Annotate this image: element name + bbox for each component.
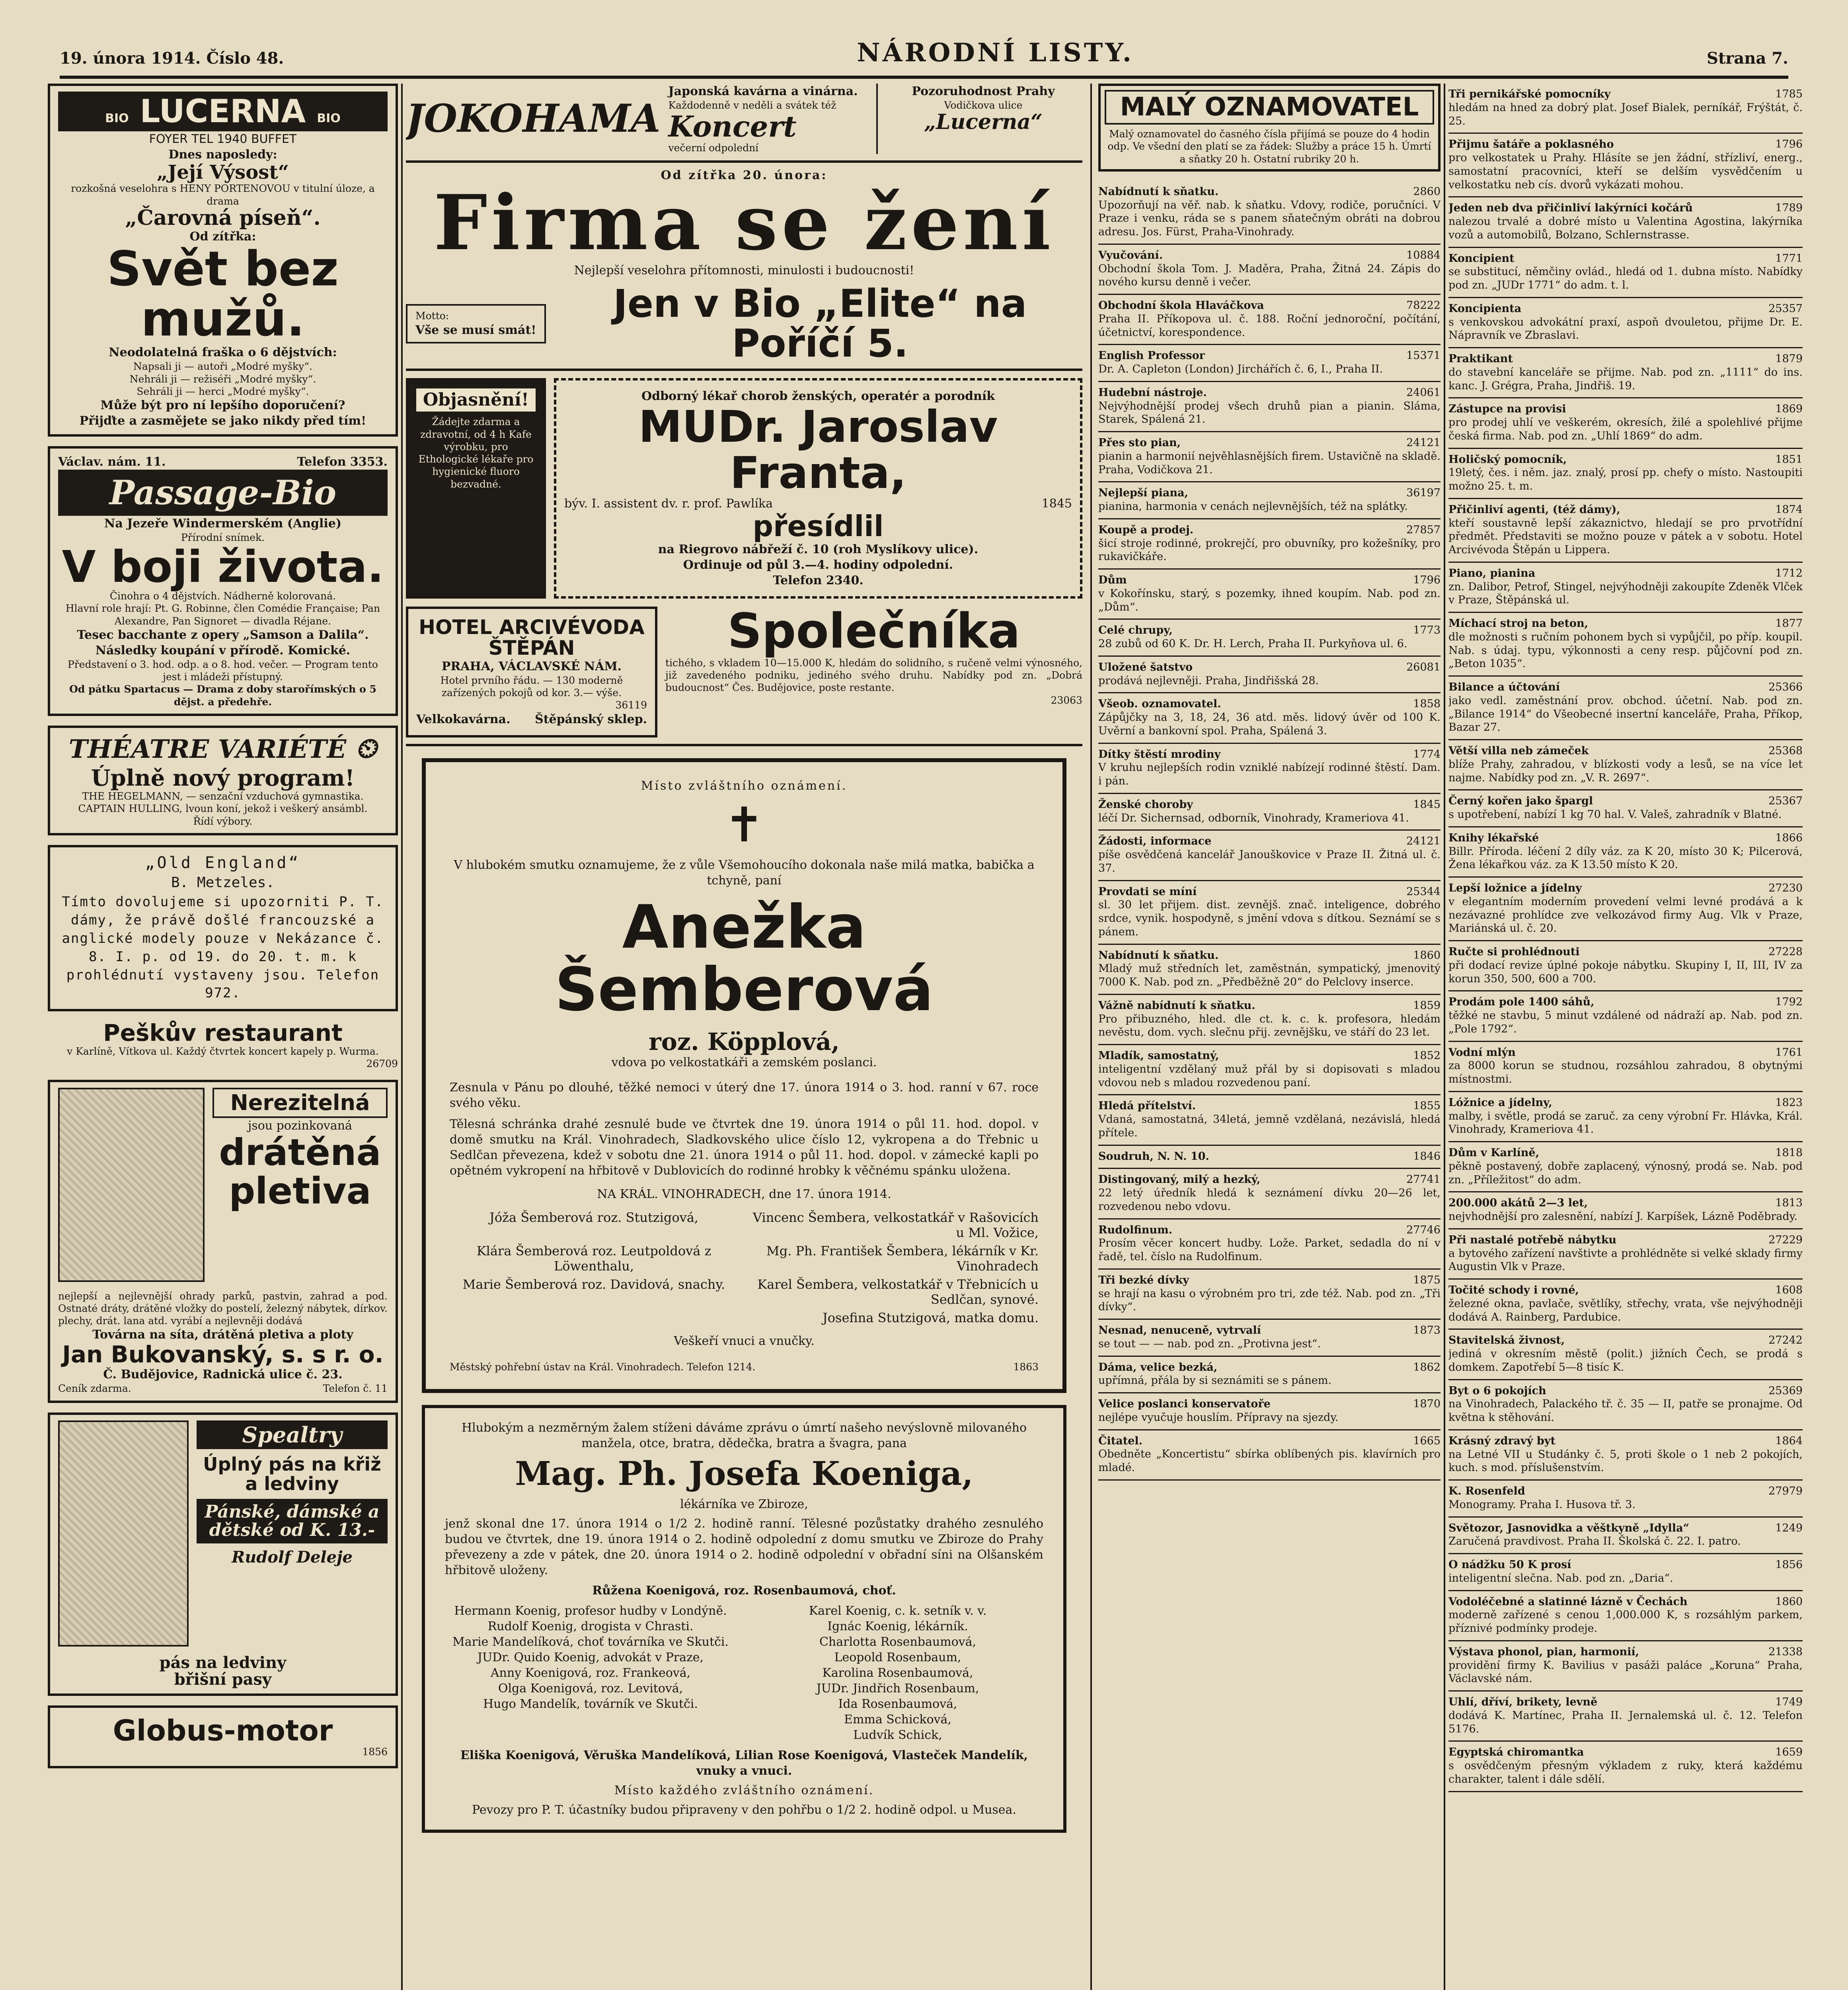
classified-number: 1866 [1775,831,1803,844]
classified-ad [1448,84,1803,134]
classified-ad [1098,245,1441,295]
classified-number: 1862 [1413,1361,1441,1373]
classified-number: 26081 [1406,661,1441,673]
classified-ad [1448,398,1803,449]
deceased-name: Mag. Ph. Josefa Koeniga, [515,1454,973,1493]
variete-ad: THÉATRE VARIÉTÉ ⏲ Úplně nový program! THE HEGELMANN, — senzační vzduchová gymnastika. CAPTAIN HULLING, lvoun koní, jekož i veškerý ansámbl. Řídí výbory. [48,726,398,835]
classified-ad [1098,881,1441,945]
classified-title: Lóžnice a jídelny, [1448,1096,1552,1109]
classified-body: Vdaná, samostatná, 34letá, jemně vzdělaná, nezávislá, hledá přítele. [1098,1113,1441,1139]
classified-ad [1448,1229,1803,1280]
classified-title: Knihy lékařské [1448,831,1539,844]
classified-title: Egyptská chiromantka [1448,1746,1584,1759]
classified-body: kteří soustavně lepší zákaznictvo, hledají se pro prvotřídní předmět. Představiti se možno pouze v pátek a v sobotu. Hotel Arcivévoda Štěpán u Lippera. [1448,517,1803,556]
classified-number: 27746 [1406,1223,1441,1236]
classified-ad [1448,1042,1803,1092]
deceased-name: Anežka Šemberová [555,892,934,1025]
hotel-ad: HOTEL ARCIVÉVODA ŠTĚPÁN PRAHA, VÁCLAVSKÉ NÁM. Hotel prvního řádu. — 130 moderně zařízených pokojů od kor. 3.— výše. 36119 Velkokavárna. Štěpánský sklep. [406,607,657,737]
classified-title: Obchodní škola Hlaváčkova [1098,299,1264,312]
classified-number: 1852 [1413,1050,1441,1062]
classified-number: 24061 [1406,386,1441,399]
classified-title: Černý kořen jako špargl [1448,795,1593,808]
signatory-row: Josefina Stutzigová, matka domu. [822,1310,1039,1325]
classified-ad [1448,1518,1803,1555]
classified-title: Vyučování. [1098,249,1163,261]
classified-body: se tout — — nab. pod zn. „Protivna jest“. [1098,1337,1321,1350]
passage-title: V boji života. [62,541,384,592]
classified-ad [1098,1045,1441,1095]
classified-number: 1665 [1413,1434,1441,1447]
classified-ad [1448,1330,1803,1380]
classified-ad [1098,693,1441,743]
classified-title: Světozor, Jasnovidka a věštkyně „Idylla“ [1448,1522,1690,1534]
classified-number: 1249 [1775,1522,1803,1534]
classified-ad [1098,295,1441,345]
classified-number: 1860 [1775,1595,1803,1608]
classified-number: 36197 [1406,487,1441,499]
classified-body: blíže Prahy, zahradou, v blízkosti vody a lesů, se na více let najme. Nabídky pod zn. „V. R. 2697“. [1448,758,1803,784]
classified-body: Prosím věcer koncert hudby. Lože. Parket, sedadla do ní v řadě, tel. číslo na Rudolfinum. [1098,1237,1441,1263]
column-1 [48,84,398,1990]
classified-ad [1448,1481,1803,1518]
classified-number: 25357 [1768,302,1803,315]
classified-number: 27230 [1768,882,1803,894]
classified-title: Prodám pole 1400 sáhů, [1448,996,1595,1009]
classified-body: nalezou trvalé a dobré místo u Valentina Agostina, lakýrníka vozů a automobilů, Bolzano, Schlernstrasse. [1448,215,1803,241]
classified-body: pěkně postavený, dobře zaplacený, výnosný, prodá se. Nab. pod zn. „Příležitost“ do adm. [1448,1160,1803,1186]
classified-ad [1448,449,1803,499]
classified-number: 10884 [1406,249,1441,261]
classified-title: O nádžku 50 K prosí [1448,1559,1571,1571]
classified-title: Piano, pianina [1448,567,1536,579]
classified-title: Stavitelská živnost, [1448,1334,1565,1347]
classified-number: 2860 [1413,185,1441,198]
classified-title: Točité schody i rovné, [1448,1284,1579,1296]
column-rule [1090,84,1092,1990]
classified-title: Nesnad, nenuceně, vytrvalí [1098,1324,1261,1337]
classified-body: Zápůjčky na 3, 18, 24, 36 atd. měs. lidový úvěr od 100 K. Uvěrní a bankovní spol. Praha, Spálená 3. [1098,711,1441,737]
classified-number: 1860 [1413,949,1441,962]
classified-ad [1448,348,1803,398]
classified-body: pianina, harmonia v cenách nejlevnějších, též na splátky. [1098,500,1408,513]
classified-number: 1858 [1413,698,1441,710]
classified-title: Dům [1098,574,1127,587]
classified-ad [1448,1692,1803,1742]
classified-ad [1098,181,1441,245]
classified-number: 27229 [1768,1233,1803,1246]
column-2 [406,84,1082,1990]
classified-ad [1448,991,1803,1042]
classified-ad [1098,995,1441,1045]
classified-title: Soudruh, N. N. 10. [1098,1150,1209,1163]
koenig-obituary: Hlubokým a nezměrným žalem stíženi dáváme zprávu o úmrtí našeho nevýslovně milovaného manžela, otce, bratra, dědečka, bratra a švagra, pana Mag. Ph. Josefa Koeniga, lékárníka ve Zbiroze, jenž skonal dne 17. února 1914 o 1/2 2. hodině ranní. Tělesné pozůstatky drahého zesnulého budou ve čtvrtek, dne 19. února 1914 o 2. hodině odpolední z domu smutku ve Zbiroze do Prahy převezeny a zde v pátek, dne 20. února 1914 o 2. hodině odpolední v obřadní síni na Olšanském hřbitově uloženy. Růžena Koenigová, roz. Rosenbaumová, choť. Hermann Koenig, profesor hudby v Londýně. Rudolf Koenig, drogista v Chrasti. Marie Mandelíková, choť továrníka ve Skutči. JUDr. Quido Koenig, advokát v Praze, Anny Koenigová, roz. Frankeová, Olga Koenigová, roz. Levitová, Hugo Mandelík, továrník ve Skutči. Karel Koenig, c. k. setník v. v. Ignác Koenig, lékárník. Charlotta Rosenbaumová, Leopold Rosenbaum, Karolina Rosenbaumová, JUDr. Jindřich Rosenbaum, Ida Rosenbaumová, Emma Schicková, Ludvík Schick, Eliška Koenigová, Věruška Mandelíková, Lilian Rose Koenigová, Vlasteček Mandelík, vnuky a vnuci. Místo každého zvláštního oznámení. Pevozy pro P. T. účastníky budou připraveny v den pohřbu o 1/2 2. hodině odpol. u Musea. [422,1405,1066,1833]
classified-number: 25366 [1768,681,1803,693]
classified-ad [1448,677,1803,740]
classified-ad [1448,1192,1803,1229]
spealtry-ad: Spealtry Úplný pás na křiž a ledviny Pánské, dámské a dětské od K. 13.- Rudolf Deleje pás na ledviny břišní pasy [48,1413,398,1696]
classified-title: Uhlí, dříví, brikety, levně [1448,1696,1598,1708]
classified-number: 25369 [1768,1384,1803,1397]
classified-ad [1098,1270,1441,1320]
signatories-left: Hermann Koenig, profesor hudby v Londýně. Rudolf Koenig, drogista v Chrasti. Marie Mandelíková, choť továrníka ve Skutči. JUDr. Quido Koenig, advokát v Praze, Anny Koenigová, roz. Frankeová, Olga Koenigová, roz. Levitová, Hugo Mandelík, továrník ve Skutči. [452,1604,729,1711]
classified-number: 1869 [1775,403,1803,416]
classified-list [1098,881,1441,1481]
classified-ad [1448,197,1803,248]
clock-icon: ⏲ [355,731,377,765]
lucerna-title: Svět bez mužů. [107,242,339,347]
classified-ad [1098,570,1441,620]
franta-ad: Odborný lékař chorob ženských, operatér a porodník MUDr. Jaroslav Franta, býv. I. assistent dv. r. prof. Pawlíka 1845 přesídlil na Riegrovo nábřeží č. 10 (roh Myslíkovy ulice). Ordinuje od půl 3.—4. hodiny odpolední. Telefon 2340. [554,378,1082,599]
classified-number: 1712 [1775,567,1803,579]
classified-ad [1448,298,1803,348]
signatories-right: Karel Koenig, c. k. setník v. v. Ignác Koenig, lékárník. Charlotta Rosenbaumová, Leopold Rosenbaum, Karolina Rosenbaumová, JUDr. Jindřich Rosenbaum, Ida Rosenbaumová, Emma Schicková, Ludvík Schick, [809,1604,987,1742]
classified-title: Nabídnutí k sňatku. [1098,185,1219,198]
classified-number: 1846 [1413,1150,1441,1163]
fence-illustration [58,1088,205,1282]
classified-body: Monogramy. Praha I. Husova tř. 3. [1448,1498,1636,1511]
classified-number: 1877 [1775,617,1803,630]
classified-title: Koupě a prodej. [1098,523,1194,536]
classified-ad [1098,744,1441,794]
classified-body: šicí stroje rodinné, prokrejčí, pro obuvníky, pro kožešníky, pro rukavičkáře. [1098,537,1441,563]
classified-number: 1845 [1413,798,1441,811]
classified-number: 1875 [1413,1274,1441,1286]
classified-body: s venkovskou advokátní praxí, aspoň dvouletou, přijme Dr. E. Nápravník ve Zbraslavi. [1448,316,1803,342]
classified-number: 25367 [1768,795,1803,808]
classified-number: 1851 [1775,453,1803,466]
page-number: Strana 7. [1706,49,1788,68]
classified-title: Všeob. oznamovatel. [1098,698,1221,710]
peskuv-ad: Peškův restaurant v Karlíně, Vítkova ul. Každý čtvrtek koncert kapely p. Wurma. 26709 [67,1019,398,1070]
classified-title: Velice poslanci konservatoře [1098,1398,1271,1411]
classified-number: 27228 [1768,946,1803,958]
classified-title: 200.000 akátů 2—3 let, [1448,1197,1588,1210]
signatory-row: Klára Šemberová roz. Leutpoldová z Löwenthalu, Mg. Ph. František Šembera, lékárník v Kr. Vinohradech [476,1243,1039,1274]
classified-number: 1771 [1775,252,1803,265]
classified-title: Uložené šatstvo [1098,661,1193,673]
classified-body: malby, i světle, prodá se zaruč. za ceny výrobní Fr. Hlávka, Král. Vinohrady, Krameriova 41. [1448,1110,1803,1136]
classified-number: 1789 [1775,202,1803,215]
classified-body: zn. Dalibor, Petrof, Stingel, nejvýhodněji zakoupíte Zdeněk Vlček v Praze, Štěpánská ul. [1448,580,1803,607]
classified-list [1098,181,1441,881]
classified-title: Přes sto pian, [1098,437,1181,449]
classified-number: 78222 [1406,299,1441,312]
passage-bio-ad: Václav. nám. 11. Telefon 3353. Passage-Bio Na Jezeře Windermerském (Anglie) Přírodní snímek. V boji života. Činohra o 4 dějstvích. Nádherně kolorovaná. Hlavní role hrají: Pt. G. Robinne, člen Comédie Française; Pan Alexandre, Pan Signoret — divadla Réjane. Tesec bacchante z opery „Samson a Dalila“. Následky koupání v přírodě. Komické. Představení o 3. hod. odp. a o 8. hod. večer. — Program tento jest i mládeži přístupný. Od pátku Spartacus — Drama z doby starořímských o 5 dějst. a předehře. [48,446,398,716]
signatory-row: Jóža Šemberová roz. Stutzigová, Vincenc Šembera, velkostatkář v Rašovicích u Ml. Vožice, [489,1210,1039,1240]
classified-body: Praha II. Příkopova ul. č. 188. Roční jednoroční, počítání, účetnictví, korespondence. [1098,312,1441,339]
classified-body: Upozorňují na věř. nab. k sňatku. Vdovy, rodiče, poručníci. V Praze i venku, ráda se s panem sňatečným obráti na dobrou adresu. Jos. Fürst, Praha-Vinohrady. [1098,199,1441,238]
issue-date: 19. února 1914. Číslo 48. [60,49,284,68]
classified-number: 1796 [1775,138,1803,151]
classified-ad [1098,831,1441,881]
maly-oznamovatel-header: MALÝ OZNAMOVATEL Malý oznamovatel do časného čísla přijímá se pouze do 4 hodin odp. Ve všední den platí se za řádek: Služby a práce 15 h. Úmrtí a sňatky 20 h. Ostatní rubriky 20 h. [1098,84,1441,172]
classified-title: Nejlepší piana, [1098,487,1188,499]
classified-number: 27857 [1406,523,1441,536]
classified-number: 24121 [1406,437,1441,449]
classified-title: Holičský pomocník, [1448,453,1567,466]
classified-ad [1098,345,1441,382]
semberova-obituary: Místo zvláštního oznámení. ✝ V hlubokém smutku oznamujeme, že z vůle Všemohoucího dokonala naše milá matka, babička a tchyně, paní Anežka Šemberová roz. Köpplová, vdova po velkostatkáři a zemském poslanci. Zesnula v Pánu po dlouhé, těžké nemoci v úterý dne 17. února 1914 o 3. hod. ranní v 67. roce svého věku. Tělesná schránka drahé zesnulé bude ve čtvrtek dne 19. února 1914 o půl 11. hod. dopol. v domě smutku na Král. Vinohradech, Sladkovského ulice číslo 12, vykropena a do Třebnic u Sedlčan převezena, kdež v sobotu dne 21. února 1914 o půl 11. hod. dopol. v zámecké kapli po opětném vykropení na hřbitově v Dublovicích do rodinné hrobky k věčnému spánku uložena. NA KRÁL. VINOHRADECH, dne 17. února 1914. Jóža Šemberová roz. Stutzigová, Vincenc Šembera, velkostatkář v Rašovicích u Ml. Vožice, Klára Šemberová roz. Leutpoldová z Löwenthalu, Mg. Ph. František Šembera, lékárník v Kr. Vinohradech Marie Šemberová roz. Davidová, snachy. Karel Šembera, velkostatkář v Třebnicích u Sedlčan, synové. Josefina Stutzigová, matka domu. Veškeří vnuci a vnučky. Městský pohřební ústav na Král. Vinohradech. Telefon 1214. 1863 [422,758,1066,1393]
classified-ad [1098,382,1441,432]
cross-icon: ✝ [724,797,764,853]
classified-body: hledám na hned za dobrý plat. Josef Bialek, perníkář, Frýštát, č. 25. [1448,101,1803,127]
classified-ad [1098,1095,1441,1145]
pletivo-ad: Nerezitelná jsou pozinkovaná drátěná pletiva nejlepší a nejlevnější ohrady parků, pastvin, zahrad a pod. Ostnaté dráty, drátěné vložky do postelí, železný nábytek, dírkov. plechy, drát. lana atd. vyrábí a nejlevněji dodává Továrna na síta, drátěná pletiva a ploty Jan Bukovanský, s. s r. o. Č. Budějovice, Radnická ulice č. 23. Ceník zdarma. Telefon č. 11 [48,1080,398,1403]
spolecnika-ad: Společníka tichého, s vkladem 10—15.000 K, hledám do solidního, s ručeně velmi výnosného, již zavedeného podniku, jediného svého druhu. Nabídky pod zn. „Dobrá budoucnost“ Čes. Budějovice, poste restante. 23063 [665,603,1082,706]
classified-body: jako vedl. zaměstnání prov. obchod. účetní. Nab. pod zn. „Bilance 1914“ do Všeobecné insertní kanceláře, Praha, Příkop, Bazar 27. [1448,694,1803,734]
classified-title: Přičinliví agenti, (též dámy), [1448,503,1620,516]
classified-body: s osvědčeným přesným výkladem z ruky, která každému charakter, talent i dále sdělí. [1448,1760,1803,1785]
classified-title: Mladík, samostatný, [1098,1050,1219,1062]
classified-title: Dáma, velice bezká, [1098,1361,1218,1373]
classified-number: 15371 [1406,349,1441,362]
classified-title: Vážně nabídnutí k sňatku. [1098,999,1255,1012]
classified-title: Bilance a účtování [1448,681,1560,693]
classified-body: píše osvědčená kancelář Janouškovice v Praze II. Žitná ul. č. 37. [1098,849,1441,874]
classified-body: sl. 30 let přijem. dist. zevnějš. znač. inteligence, dobrého srdce, vynik. hospodyně, s jmění vdova s dítkou. Seznámí se s pánem. [1098,899,1441,938]
classified-title: Koncipient [1448,252,1515,265]
firma-title: Firma se žení [433,178,1055,267]
classified-ad [1448,1591,1803,1641]
classified-body: Pro přibuzného, hled. dle ct. k. c. k. profesora, hledám nevěstu, dom. vych. slečnu přij. zevnějšku, ve stáří do 23 let. [1098,1013,1441,1039]
classified-number: 1608 [1775,1284,1803,1296]
classified-ad [1098,1169,1441,1219]
classified-ad [1448,878,1803,941]
classified-title: Při nastalé potřebě nábytku [1448,1233,1617,1246]
classified-title: Dům v Karlíně, [1448,1147,1540,1159]
classified-ad [1448,563,1803,613]
classified-body: pro velkostatek u Prahy. Hlásíte se jen žádní, střízliví, energ., samostatní pracovníci, kteří se delším vysvědčením u velkostatku neb cís. dvorů vykázati mohou. [1448,152,1803,191]
classified-body: do stavební kanceláře se přijme. Nab. pod zn. „1111“ do ins. kanc. J. Grégra, Praha, Jindřiš. 19. [1448,366,1803,392]
classified-title: Tři bezké dívky [1098,1274,1189,1286]
classified-ad [1448,1380,1803,1430]
classified-body: železné okna, pavlače, světlíky, střechy, vrata, vše nejvýhodněji dodává A. Rainberg, Pardubice. [1448,1297,1803,1323]
classified-ad [1448,1430,1803,1481]
classified-ad [1098,1146,1441,1169]
classified-body: pianin a harmonií nejvěhlasnějších firem. Ustavičně na skladě. Praha, Vodičkova 21. [1098,450,1441,476]
masthead: NÁRODNÍ LISTY. [857,38,1134,68]
lucerna-small-ad: Pozoruhodnost Prahy Vodičkova ulice „Lucerna“ [876,84,1082,154]
classified-body: V kruhu nejlepších rodin vzniklé nabízejí rodinné štěstí. Dam. i pán. [1098,761,1441,788]
classified-number: 21338 [1768,1645,1803,1658]
classified-ad [1098,657,1441,694]
classified-title: Vodní mlýn [1448,1046,1516,1059]
page-header [60,24,1788,79]
classified-number: 1856 [1775,1559,1803,1571]
classified-title: English Professor [1098,349,1205,362]
classified-ad [1098,620,1441,657]
classified-ad [1098,1219,1441,1270]
classified-title: Byt o 6 pokojích [1448,1384,1546,1397]
classified-body: Dr. A. Capleton (London) Jirchářích č. 6, I., Praha II. [1098,363,1383,376]
franta-name: MUDr. Jaroslav Franta, [638,401,998,498]
classified-title: Čitatel. [1098,1434,1143,1447]
classified-body: moderně zařízené s cenou 1,000.000 K, s rozsáhlým parkem, příznivé podmínky prodeje. [1448,1609,1803,1635]
classified-title: Celé chrupy, [1098,624,1173,637]
classified-number: 1818 [1775,1147,1803,1159]
classified-body: za 8000 korun se studnou, rozsáhlou zahradou, 8 obytnými místnostmi. [1448,1059,1803,1085]
passage-bio-logo: Passage-Bio [58,470,388,516]
classified-body: providění firmy K. Bavilius v pasáži paláce „Koruna“ Praha, Václavské nám. [1448,1659,1803,1685]
classified-body: Mladý muž středních let, zaměstnán, sympatický, jmenovitý 7000 K. Nab. pod zn. „Předběžně 20“ do Pelclovy inserce. [1098,962,1441,989]
classified-ad [1448,1554,1803,1591]
classified-number: 1796 [1413,574,1441,587]
classified-number: 24121 [1406,835,1441,848]
classified-ad [1448,1092,1803,1142]
classified-number: 1774 [1413,748,1441,761]
classified-title: Vodoléčebné a slatinné lázně v Čechách [1448,1595,1688,1608]
classified-ad [1098,945,1441,995]
classified-number: 1761 [1775,1046,1803,1059]
classified-number: 1879 [1775,353,1803,365]
classified-body: na Vinohradech, Palackého tř. č. 35 — II, patře se pronajme. Od května k stěhování. [1448,1398,1803,1424]
classified-ad [1448,827,1803,878]
classified-ad [1098,519,1441,570]
classified-ad [1098,482,1441,519]
classified-title: Rudolfinum. [1098,1223,1173,1236]
classified-number: 1855 [1413,1100,1441,1112]
classified-body: Obedněte „Koncertistu“ sbírka oblíbených pis. klavírních pro mladé. [1098,1448,1441,1474]
classified-body: Billr. Příroda. léčení 2 díly váz. za K 20, místo 30 K; Pilcerová, Žena lékařkou váz. za K 13.50 místo K 20. [1448,845,1803,871]
classified-title: Míchací stroj na beton, [1448,617,1588,630]
classified-number: 25368 [1768,745,1803,757]
classified-body: léčí Dr. Sichernsad, odborník, Vinohrady, Krameriova 41. [1098,812,1409,824]
classified-title: Hledá přítelství. [1098,1100,1196,1112]
classified-title: Lepší ložnice a jídelny [1448,882,1582,894]
classified-ad [1448,1280,1803,1330]
classified-title: Zástupce na provisi [1448,403,1566,416]
classified-number: 1792 [1775,996,1803,1009]
classified-title: K. Rosenfeld [1448,1485,1525,1497]
classified-title: Koncipienta [1448,302,1522,315]
classified-number: 1659 [1775,1746,1803,1759]
column-4 [1448,84,1803,1990]
classified-number: 1873 [1413,1324,1441,1337]
classified-body: při dodací revize úplné pokoje nábytku. Skupiny I, II, III, IV za korun 350, 500, 600 a 700. [1448,959,1803,985]
jokohama-ad: JOKOHAMA Japonská kavárna a vinárna. Každodenně v neděli a svátek též Koncert večerní odpolední [406,84,858,154]
classified-title: Dítky štěstí mrodiny [1098,748,1221,761]
classified-title: Přijmu šatáře a poklasného [1448,138,1614,151]
classified-body: 22 letý úředník hledá k seznámení dívku 20—26 let, rozvedenou nebo vdovu. [1098,1187,1441,1213]
classified-ad [1448,613,1803,677]
classified-title: Praktikant [1448,353,1513,365]
classified-body: 28 zubů od 60 K. Dr. H. Lerch, Praha II. Purkyňova ul. 6. [1098,638,1407,650]
column-3 [1098,84,1441,1990]
classified-ad [1098,432,1441,482]
classified-body: těžké ne stavbu, 5 minut vzdálené od nádraží ap. Nab. pod zn. „Pole 1792“. [1448,1009,1803,1035]
classified-title: Žádosti, informace [1098,835,1212,848]
classified-number: 1749 [1775,1696,1803,1708]
figure-illustration [58,1420,189,1647]
classified-number: 1785 [1775,88,1803,100]
classified-ad [1448,1142,1803,1192]
classified-body: Nejvýhodnější prodej všech druhů pian a pianin. Sláma, Starek, Spálená 21. [1098,400,1441,426]
lucerna-ad: BIO LUCERNA BIO FOYER TEL 1940 BUFFET Dnes naposledy: „Její Výsost“ rozkošná veselohra s HENY PORTENOVOU v titulní úloze, a drama „Čarovná píseň“. Od zítřka: Svět bez mužů. Neodolatelná fraška o 6 dějstvích: Napsali ji — autoři „Modré myšky“. Nehráli ji — režiséři „Modré myšky“. Sehráli ji — herci „Modré myšky“. Může být pro ní lepšího doporučení? Přijďte a zasmějete se jako nikdy před tím! [48,84,398,437]
classified-title: Hudební nástroje. [1098,386,1207,399]
classified-body: se substitucí, němčiny ovlád., hledá od 1. dubna místo. Nabídky pod zn. „JUDr 1771“ do adm. t. l. [1448,265,1803,291]
classified-body: prodává nejlevněji. Praha, Jindřišská 28. [1098,674,1319,687]
classified-number: 27741 [1406,1173,1441,1186]
column-rule [401,84,403,1990]
classified-body: pro prodej uhlí ve veškerém, okresích, žilé a spolehlivé přijme česká firma. Nab. pod zn. „Uhlí 1869“ do adm. [1448,416,1803,442]
classified-title: Jeden neb dva přičinliví lakýrníci kočárů [1448,202,1693,215]
classified-number: 1874 [1775,503,1803,516]
classified-list [1448,84,1803,1792]
classified-body: dodává K. Martínec, Praha II. Jernalemská ul. č. 12. Telefon 5176. [1448,1709,1803,1735]
classified-ad [1448,790,1803,827]
classified-body: na Letné VII u Studánky č. 5, proti škole o 1 neb 2 pokojích, kuch. s mod. příslušenstvím. [1448,1448,1803,1474]
classified-body: upřímná, přála by si seznámiti se s pánem. [1098,1374,1331,1387]
classified-ad [1448,134,1803,197]
classified-title: Ženské choroby [1098,798,1193,811]
lucerna-row: FOYER TEL 1940 BUFFET [149,132,297,146]
objasneni-ad: Objasnění! Žádejte zdarma a zdravotní, od 4 h Kafe výrobku, pro Ethologické lékaře pro hygienické fluoro bezvadné. [406,378,546,599]
classified-ad [1448,740,1803,790]
signatory-row: Marie Šemberová roz. Davidová, snachy. Karel Šembera, velkostatkář v Třebnicích u Sedlčan, synové. [462,1276,1039,1307]
classified-number: 27979 [1768,1485,1803,1497]
classified-ad [1098,1393,1441,1430]
classified-body: a bytového zařízení navštivte a prohlédněte si velké sklady firmy Augustin Vlk v Praze. [1448,1247,1803,1273]
classified-number: 1864 [1775,1434,1803,1447]
classified-ad [1098,1430,1441,1481]
classified-title: Krásný zdravý byt [1448,1434,1556,1447]
classified-body: jediná v okresním městě (polit.) jižních Čech, se prodá s domkem. Zapotřebí 5—8 tisíc K. [1448,1348,1803,1373]
classified-ad [1448,1742,1803,1792]
classified-body: nejvhodnější pro zalesnění, nabízí J. Karpíšek, Lázně Poděbrady. [1448,1210,1797,1223]
classified-number: 1870 [1413,1398,1441,1411]
lucerna-logo: BIO LUCERNA BIO [58,92,388,131]
classified-number: 1859 [1413,999,1441,1012]
classified-number: 25344 [1406,885,1441,898]
old-england-ad: „Old England“ B. Metzeles. Tímto dovolujeme si upozorniti P. T. dámy, že právě došlé francouzské a anglické modely pouze v Nekázance č. 8. I. p. od 19. do 20. t. m. k prohlédnutí vystaveny jsou. Telefon 972. [48,845,398,1011]
classified-number: 1823 [1775,1096,1803,1109]
classified-body: inteligentní slečna. Nab. pod zn. „Daria“. [1448,1572,1673,1584]
classified-title: Tři pernikářské pomocníky [1448,88,1611,100]
classified-body: s upotřebení, nabízí 1 kg 70 hal. V. Valeš, zahradník v Blatné. [1448,808,1782,821]
classified-body: Obchodní škola Tom. J. Maděra, Praha, Žitná 24. Zápis do nového kursu denně i večer. [1098,262,1441,289]
classified-body: inteligentní vzdělaný muž přál by si dopisovati s mladou vdovou neb s mladou rozvedenou paní. [1098,1063,1441,1089]
classified-title: Provdati se míní [1098,885,1197,898]
classified-body: se hrají na kasu o výrobném pro tri, zde též. Nab. pod zn. „Tři dívky“. [1098,1287,1441,1313]
classified-ad [1098,1357,1441,1394]
firma-ad: Od zítřka 20. února: Firma se žení Nejlepší veselohra přítomnosti, minulosti i budoucnosti! Motto: Vše se musí smát! Jen v Bio „Elite“ na Poříčí 5. [406,163,1082,371]
classified-ad [1098,1320,1441,1357]
classified-number: 1773 [1413,624,1441,637]
classified-body: v Kokořínsku, starý, s pozemky, ihned koupím. Nab. pod zn. „Dům“. [1098,587,1441,613]
classified-number: 27242 [1768,1334,1803,1347]
classified-body: v elegantním moderním provedení velmi levné prodává a k nezávazné prohlídce zve velkozávod firmy Aug. Vlk v Praze, Mariánská ul. č. 20. [1448,895,1803,935]
classified-title: Výstava phonol, pian, harmonií, [1448,1645,1639,1658]
classified-body: nejlépe vyučuje houslím. Přípravy na sjezdy. [1098,1411,1339,1424]
classified-ad [1448,248,1803,298]
classified-ad [1448,499,1803,563]
classified-body: dle možnosti s ručním pohonem bych si vypůjčil, po příp. koupil. Nab. s údaj. typu, výkonnosti a ceny resp. půjčovní pod zn. „Beton 1035“. [1448,630,1803,670]
classified-body: Zaručená pravdivost. Praha II. Školská č. 22. I. patro. [1448,1535,1741,1548]
classified-ad [1098,794,1441,831]
classified-number: 1813 [1775,1197,1803,1210]
classified-body: 19letý, čes. i něm. jaz. znalý, prosí pp. chefy o místo. Nastoupiti možno 25. t. m. [1448,466,1803,492]
classified-title: Distingovaný, milý a hezký, [1098,1173,1261,1186]
classified-title: Větší villa neb zámeček [1448,745,1589,757]
column-rule [1444,84,1445,1990]
classified-title: Nabídnutí k sňatku. [1098,949,1219,962]
globus-ad: Globus-motor 1856 [48,1705,398,1769]
classified-ad [1448,1641,1803,1692]
classified-title: Ručte si prohlédnouti [1448,946,1580,958]
classified-ad [1448,941,1803,991]
